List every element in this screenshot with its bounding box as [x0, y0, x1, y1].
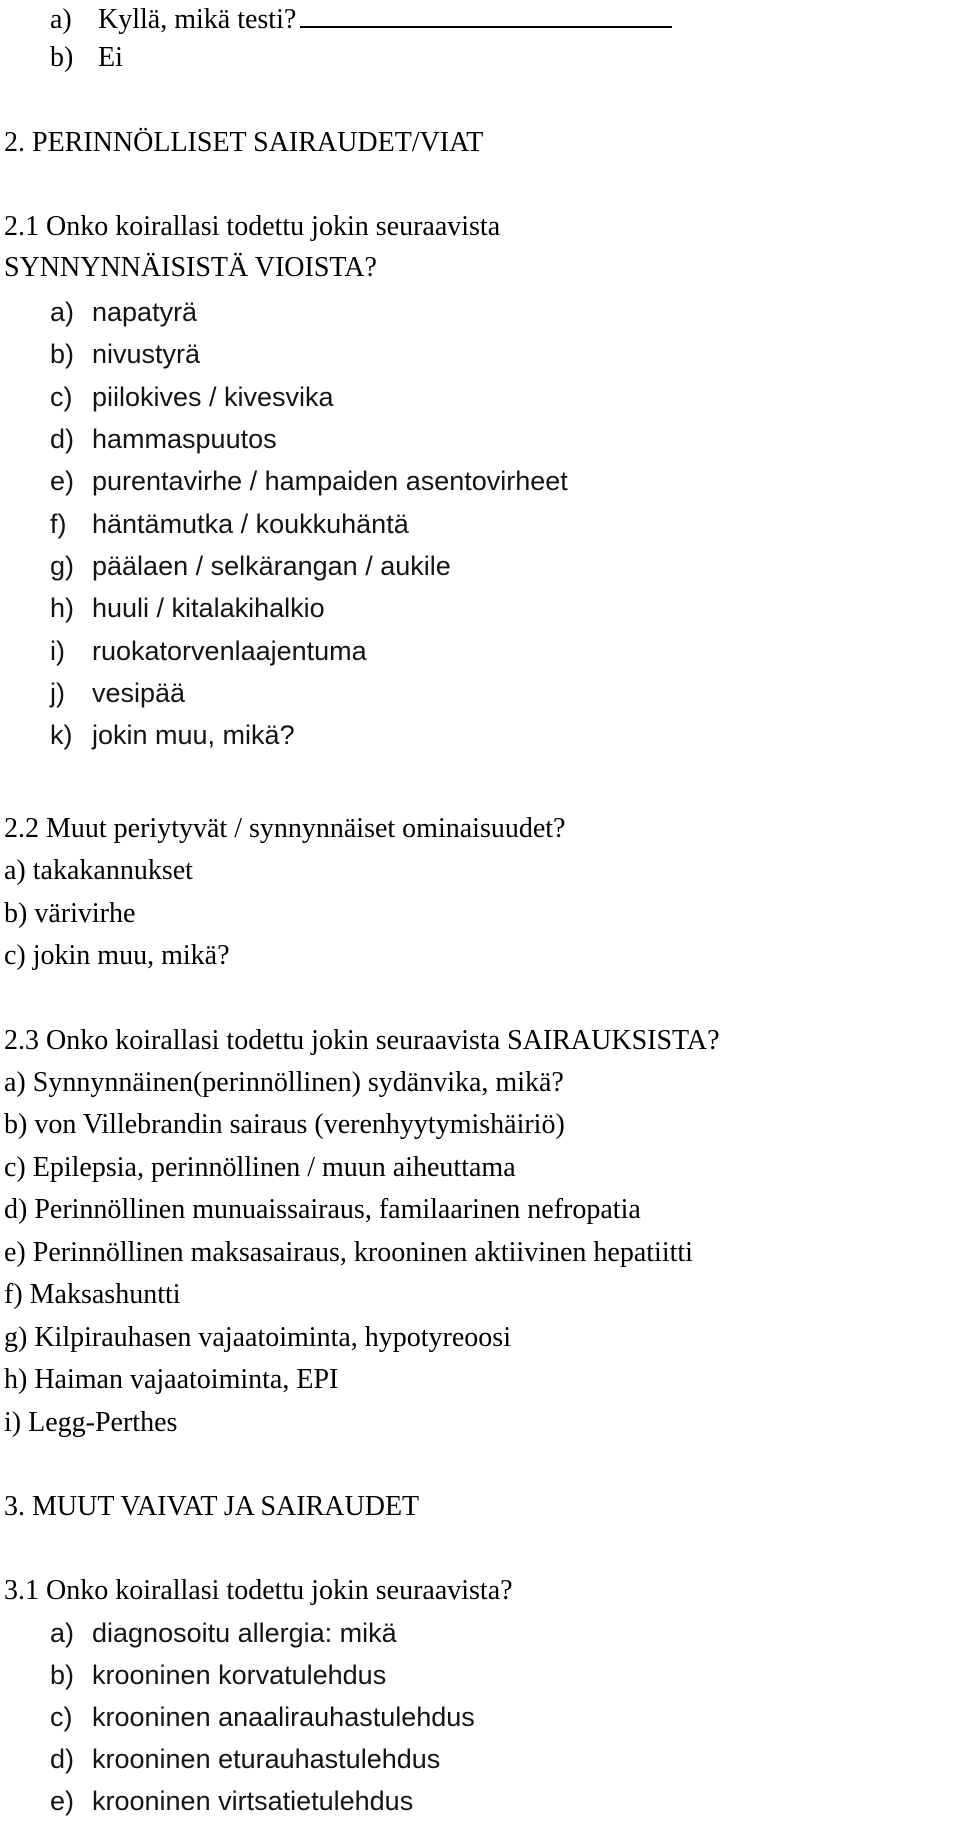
- option-label: a): [50, 4, 72, 35]
- item-label: e): [50, 1786, 75, 1816]
- option-label: b): [50, 42, 74, 73]
- list-item: [50, 1742, 440, 1776]
- list-item: h) Haiman vajaatoiminta, EPI: [4, 1364, 339, 1395]
- item-label: g): [50, 551, 75, 581]
- list-item: c) jokin muu, mikä?: [4, 940, 230, 971]
- list-item: [50, 507, 409, 541]
- list-item: [50, 337, 200, 371]
- item-text: ruokatorvenlaajentuma: [92, 636, 367, 666]
- item-text: krooninen korvatulehdus: [92, 1660, 387, 1690]
- question-3-1-title: 3.1 Onko koirallasi todettu jokin seuraavista?: [4, 1575, 513, 1606]
- item-text: jokin muu, mikä?: [92, 720, 295, 750]
- item-label: b): [50, 339, 75, 369]
- option-text: Ei: [98, 42, 123, 73]
- list-item: a) takakannukset: [4, 855, 193, 886]
- list-item: [50, 1700, 475, 1734]
- list-item: [50, 464, 568, 498]
- item-text: häntämutka / koukkuhäntä: [92, 509, 409, 539]
- list-item: f) Maksashuntti: [4, 1279, 181, 1310]
- question-2-2-title: 2.2 Muut periytyvät / synnynnäiset ominaisuudet?: [4, 813, 566, 844]
- item-label: d): [50, 424, 75, 454]
- answer-blank-line[interactable]: [300, 0, 672, 28]
- item-text: krooninen eturauhastulehdus: [92, 1744, 441, 1774]
- list-item: c) Epilepsia, perinnöllinen / muun aiheuttama: [4, 1152, 516, 1183]
- list-item: b) värivirhe: [4, 898, 136, 929]
- list-item: e) Perinnöllinen maksasairaus, krooninen aktiivinen hepatiitti: [4, 1237, 693, 1268]
- option-a-yes-which-test: [50, 0, 672, 37]
- list-item: [50, 549, 451, 583]
- item-label: e): [50, 466, 75, 496]
- list-item: [50, 1616, 397, 1650]
- item-text: piilokives / kivesvika: [92, 382, 334, 412]
- item-text: krooninen anaalirauhastulehdus: [92, 1702, 475, 1732]
- section-3-heading: 3. MUUT VAIVAT JA SAIRAUDET: [4, 1491, 420, 1522]
- item-text: diagnosoitu allergia: mikä: [92, 1618, 397, 1648]
- list-item: a) Synnynnäinen(perinnöllinen) sydänvika, mikä?: [4, 1067, 564, 1098]
- item-label: h): [50, 593, 75, 623]
- item-label: c): [50, 382, 73, 412]
- list-item: d) Perinnöllinen munuaissairaus, familaarinen nefropatia: [4, 1194, 641, 1225]
- question-2-1-line-2: SYNNYNNÄISISTÄ VIOISTA?: [4, 252, 377, 283]
- question-2-3-title: 2.3 Onko koirallasi todettu jokin seuraavista SAIRAUKSISTA?: [4, 1025, 720, 1056]
- list-item: b) von Villebrandin sairaus (verenhyytymishäiriö): [4, 1109, 565, 1140]
- item-label: a): [50, 297, 75, 327]
- item-text: päälaen / selkärangan / aukile: [92, 551, 451, 581]
- list-item: g) Kilpirauhasen vajaatoiminta, hypotyreoosi: [4, 1322, 511, 1353]
- option-b-no: [50, 41, 123, 75]
- list-item: [50, 422, 277, 456]
- item-text: nivustyrä: [92, 339, 201, 369]
- item-label: k): [50, 720, 73, 750]
- item-label: b): [50, 1660, 75, 1690]
- section-2-heading: 2. PERINNÖLLISET SAIRAUDET/VIAT: [4, 127, 484, 158]
- item-label: c): [50, 1702, 73, 1732]
- item-text: huuli / kitalakihalkio: [92, 593, 325, 623]
- list-item: [50, 380, 334, 414]
- list-item: [50, 676, 185, 710]
- question-2-1-line-1: 2.1 Onko koirallasi todettu jokin seuraavista: [4, 211, 501, 242]
- item-text: hammaspuutos: [92, 424, 277, 454]
- list-item: [50, 718, 295, 752]
- list-item: i) Legg-Perthes: [4, 1407, 178, 1438]
- list-item: [50, 1658, 386, 1692]
- item-label: a): [50, 1618, 75, 1648]
- list-item: [50, 591, 325, 625]
- item-label: d): [50, 1744, 75, 1774]
- list-item: [50, 634, 367, 668]
- list-item: [50, 1784, 413, 1818]
- list-item: [50, 295, 197, 329]
- option-text: Kyllä, mikä testi?: [98, 4, 297, 35]
- item-label: j): [50, 678, 65, 708]
- item-text: vesipää: [92, 678, 186, 708]
- item-text: napatyrä: [92, 297, 198, 327]
- item-label: i): [50, 636, 65, 666]
- item-text: krooninen virtsatietulehdus: [92, 1786, 414, 1816]
- item-text: purentavirhe / hampaiden asentovirheet: [92, 466, 568, 496]
- item-label: f): [50, 509, 67, 539]
